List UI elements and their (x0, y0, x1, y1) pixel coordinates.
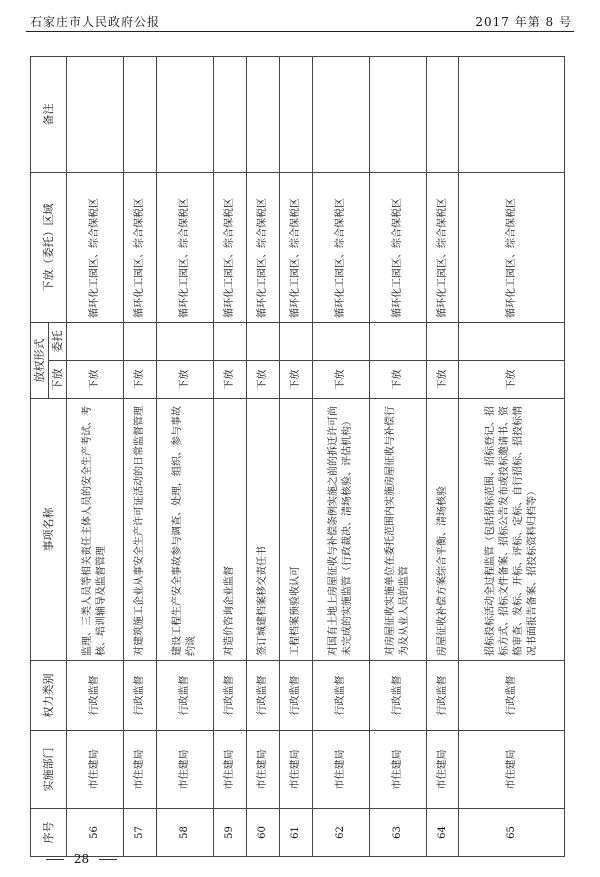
row-notes (279, 57, 312, 173)
row-entrust (312, 323, 369, 361)
row-name: 对房屋征收实施单位在委托范围内实施房屋征收与补偿行为及从业人员的监管 (369, 399, 426, 661)
row-notes (213, 57, 246, 173)
row-name: 对国有土地上房屋征收与补偿条例实施之前的拆迁许可尚未完成的实施监管（行政裁决、清场核验、评估机构） (312, 399, 369, 661)
row-entrust (67, 323, 124, 361)
row-dept: 市住建局 (312, 731, 369, 809)
row-entrust (426, 323, 459, 361)
table-row (279, 57, 312, 857)
row-notes (459, 57, 565, 173)
row-category: 行政监督 (312, 661, 369, 731)
row-region: 循环化工园区、综合保税区 (124, 173, 157, 323)
row-region: 循环化工园区、综合保税区 (459, 173, 565, 323)
row-seq: 58 (156, 809, 213, 857)
col-entrust-header: 委托 (49, 323, 67, 361)
row-seq: 57 (124, 809, 157, 857)
page-number: 28 (73, 852, 90, 866)
row-seq: 59 (213, 809, 246, 857)
col-form-header: 放权形式 (31, 323, 49, 399)
row-dept: 市住建局 (124, 731, 157, 809)
row-seq: 61 (279, 809, 312, 857)
row-delegate: 下放 (459, 361, 565, 399)
table-body (67, 57, 565, 857)
row-category: 行政监督 (369, 661, 426, 731)
row-category: 行政监督 (426, 661, 459, 731)
table-row (124, 57, 157, 857)
row-category: 行政监督 (213, 661, 246, 731)
row-name: 房屋征收补偿方案综合平衡、清场核验 (426, 399, 459, 661)
row-region: 循环化工园区、综合保税区 (213, 173, 246, 323)
row-dept: 市住建局 (246, 731, 279, 809)
row-entrust (246, 323, 279, 361)
row-notes (67, 57, 124, 173)
row-region: 循环化工园区、综合保税区 (279, 173, 312, 323)
row-seq: 63 (369, 809, 426, 857)
rotated-table-container (30, 57, 565, 857)
row-delegate: 下放 (246, 361, 279, 399)
col-notes-header: 备注 (31, 57, 67, 173)
row-category: 行政监督 (459, 661, 565, 731)
row-delegate: 下放 (213, 361, 246, 399)
row-entrust (156, 323, 213, 361)
power-delegation-table (30, 56, 565, 857)
row-delegate: 下放 (124, 361, 157, 399)
row-dept: 市住建局 (156, 731, 213, 809)
issue-number: 2017 年第 8 号 (475, 15, 572, 29)
row-name: 监理、三类人员等相关责任主体人员的安全生产考试、考核、培训辅导及监督管理 (67, 399, 124, 661)
row-region: 循环化工园区、综合保税区 (312, 173, 369, 323)
row-category: 行政监督 (124, 661, 157, 731)
row-delegate: 下放 (279, 361, 312, 399)
page-header (0, 0, 600, 34)
row-region: 循环化工园区、综合保税区 (156, 173, 213, 323)
row-name: 建设工程生产安全事故参与调查、处理，组织、参与事故约谈 (156, 399, 213, 661)
row-category: 行政监督 (246, 661, 279, 731)
row-delegate: 下放 (426, 361, 459, 399)
row-region: 循环化工园区、综合保税区 (246, 173, 279, 323)
row-dept: 市住建局 (213, 731, 246, 809)
row-name: 招标投标活动全过程监管（包括招标范围、招标登记、招标方式、招标文件备案、招标公告发布或投标邀请书、资格审查、发标、开标、评标、定标、自行招标、招投标情况书面报告备案、招投标资料归档等） (459, 399, 565, 661)
table-row (213, 57, 246, 857)
row-seq: 60 (246, 809, 279, 857)
row-delegate: 下放 (369, 361, 426, 399)
col-delegate-header: 下放 (49, 361, 67, 399)
row-region: 循环化工园区、综合保税区 (67, 173, 124, 323)
row-dept: 市住建局 (369, 731, 426, 809)
row-category: 行政监督 (279, 661, 312, 731)
row-delegate: 下放 (312, 361, 369, 399)
row-entrust (369, 323, 426, 361)
row-dept: 市住建局 (426, 731, 459, 809)
row-dept: 市住建局 (459, 731, 565, 809)
table-row (156, 57, 213, 857)
row-entrust (124, 323, 157, 361)
row-seq: 64 (426, 809, 459, 857)
row-name: 对建筑施工企业从事安全生产许可证活动的日常监督管理 (124, 399, 157, 661)
header-rule (26, 31, 574, 32)
col-name-header: 事项名称 (31, 399, 67, 661)
row-category: 行政监督 (67, 661, 124, 731)
publication-title: 石家庄市人民政府公报 (30, 15, 161, 29)
table-row (67, 57, 124, 857)
row-notes (312, 57, 369, 173)
row-category: 行政监督 (156, 661, 213, 731)
row-entrust (213, 323, 246, 361)
row-name: 对造价咨询企业监督 (213, 399, 246, 661)
table-row (459, 57, 565, 857)
row-dept: 市住建局 (67, 731, 124, 809)
table-row (426, 57, 459, 857)
footer-dash-left (46, 859, 64, 860)
row-notes (246, 57, 279, 173)
row-delegate: 下放 (156, 361, 213, 399)
row-entrust (459, 323, 565, 361)
table-row (369, 57, 426, 857)
col-seq-header: 序号 (31, 809, 67, 857)
row-notes (426, 57, 459, 173)
col-category-header: 权力类别 (31, 661, 67, 731)
row-name: 工程档案预验收认可 (279, 399, 312, 661)
col-region-header: 下放（委托）区域 (31, 173, 67, 323)
row-notes (156, 57, 213, 173)
row-region: 循环化工园区、综合保税区 (426, 173, 459, 323)
page-footer (40, 852, 123, 866)
row-name: 签订城建档案移交责任书 (246, 399, 279, 661)
row-seq: 65 (459, 809, 565, 857)
row-seq: 62 (312, 809, 369, 857)
table-row (246, 57, 279, 857)
row-seq: 56 (67, 809, 124, 857)
row-delegate: 下放 (67, 361, 124, 399)
row-notes (124, 57, 157, 173)
row-region: 循环化工园区、综合保税区 (369, 173, 426, 323)
footer-dash-right (99, 859, 117, 860)
row-dept: 市住建局 (279, 731, 312, 809)
row-notes (369, 57, 426, 173)
row-entrust (279, 323, 312, 361)
table-row (312, 57, 369, 857)
col-dept-header: 实施部门 (31, 731, 67, 809)
